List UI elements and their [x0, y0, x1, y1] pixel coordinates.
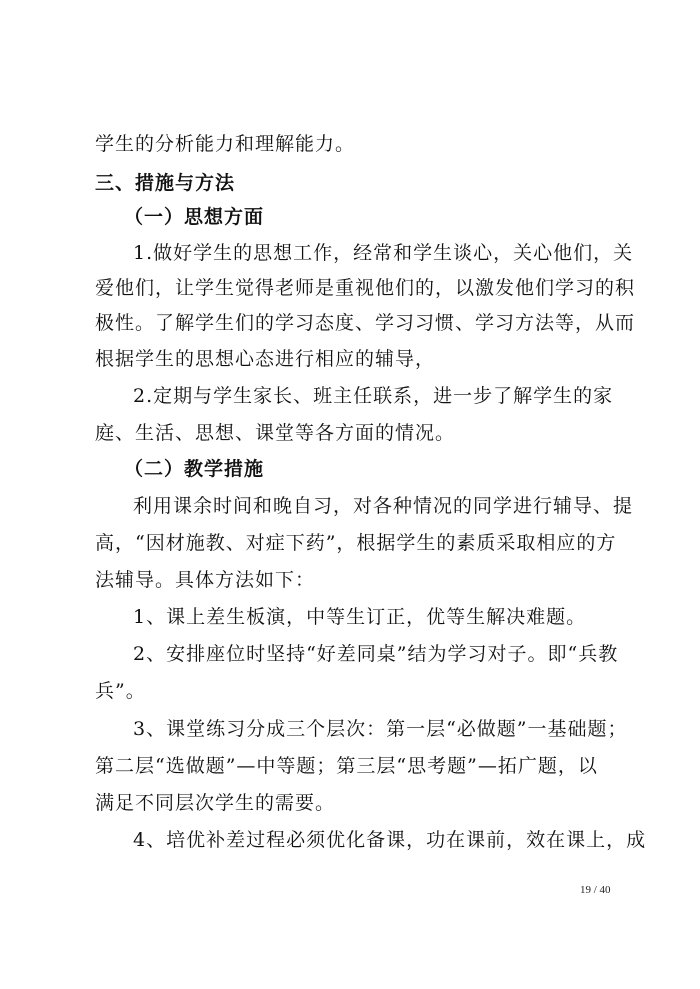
paragraph-line: 2.定期与学生家长、班主任联系，进一步了解学生的家 — [133, 385, 614, 407]
paragraph-line: 学生的分析能力和理解能力。 — [95, 133, 356, 155]
list-item: 2、安排座位时坚持“好差同桌”结为学习对子。即“兵教 — [133, 643, 619, 665]
paragraph-line: 第二层“选做题”—中等题；第三层“思考题”—拓广题，以 — [95, 755, 598, 777]
page-number: 19 / 40 — [580, 884, 611, 896]
paragraph-line: 法辅导。具体方法如下： — [95, 569, 316, 591]
paragraph-line: 极性。了解学生们的学习态度、学习习惯、学习方法等，从而 — [95, 312, 636, 334]
paragraph-line: 根据学生的思想心态进行相应的辅导， — [95, 348, 436, 370]
paragraph-line: 利用课余时间和晚自习，对各种情况的同学进行辅导、提 — [133, 495, 634, 517]
paragraph-line: 爱他们，让学生觉得老师是重视他们的，以激发他们学习的积 — [95, 277, 636, 299]
list-item: 1、课上差生板演，中等生订正，优等生解决难题。 — [133, 606, 587, 628]
list-item: 3、课堂练习分成三个层次：第一层“必做题”一基础题； — [133, 718, 628, 740]
paragraph-line: 庭、生活、思想、课堂等各方面的情况。 — [95, 422, 456, 444]
paragraph-line: 1.做好学生的思想工作，经常和学生谈心，关心他们，关 — [133, 242, 634, 264]
list-item: 4、培优补差过程必须优化备课，功在课前，效在课上，成 — [133, 829, 647, 851]
subsection-heading: （二）教学措施 — [124, 458, 265, 480]
paragraph-line: 兵”。 — [95, 680, 146, 702]
subsection-heading: （一）思想方面 — [124, 206, 265, 228]
paragraph-line: 满足不同层次学生的需要。 — [95, 792, 336, 814]
paragraph-line: 高，“因材施教、对症下药”，根据学生的素质采取相应的方 — [95, 532, 617, 554]
section-heading: 三、措施与方法 — [95, 172, 236, 194]
